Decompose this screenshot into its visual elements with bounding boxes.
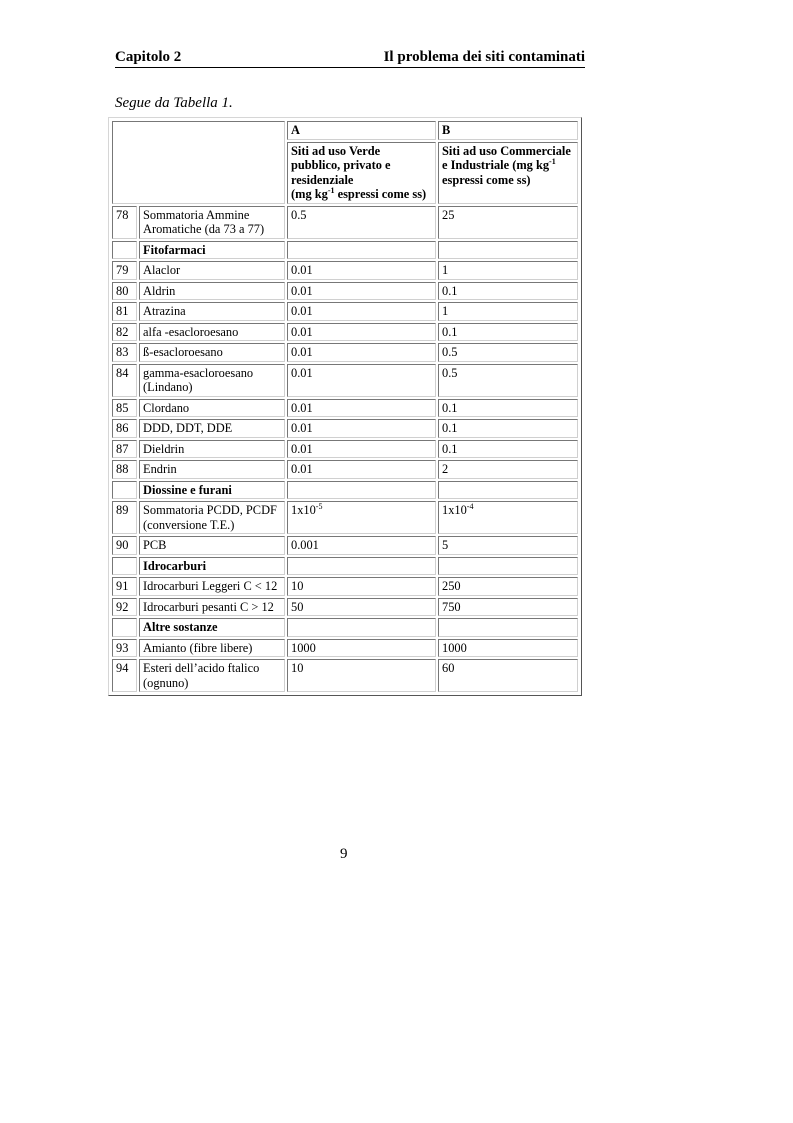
value-a: 0.01 bbox=[287, 302, 436, 321]
col-b-letter: B bbox=[438, 121, 578, 140]
substance-name: Idrocarburi Leggeri C < 12 bbox=[139, 577, 285, 596]
table-row bbox=[112, 440, 578, 459]
col-b-head-pre: Siti ad uso Commerciale e Industriale (mg kg bbox=[442, 143, 571, 172]
section-row-altre bbox=[112, 618, 578, 637]
row-number: 92 bbox=[112, 598, 137, 617]
value-a: 0.01 bbox=[287, 419, 436, 438]
row-number: 88 bbox=[112, 460, 137, 479]
row-number: 90 bbox=[112, 536, 137, 555]
value-b: 0.1 bbox=[438, 323, 578, 342]
table-row bbox=[112, 302, 578, 321]
row-number: 94 bbox=[112, 659, 137, 692]
value-a: 0.01 bbox=[287, 399, 436, 418]
value-b: 0.5 bbox=[438, 364, 578, 397]
table-row bbox=[112, 659, 578, 692]
substance-name: Sommatoria Ammine Aromatiche (da 73 a 77) bbox=[139, 206, 285, 239]
table-header-letters bbox=[112, 121, 578, 140]
value-b: 1000 bbox=[438, 639, 578, 658]
value-a: 0.5 bbox=[287, 206, 436, 239]
substance-name: Sommatoria PCDD, PCDF (conversione T.E.) bbox=[139, 501, 285, 534]
value-b: 0.5 bbox=[438, 343, 578, 362]
col-a-header bbox=[287, 142, 436, 204]
row-number: 79 bbox=[112, 261, 137, 280]
substance-name: ß-esacloroesano bbox=[139, 343, 285, 362]
value-a: 10 bbox=[287, 659, 436, 692]
value-a: 0.01 bbox=[287, 323, 436, 342]
table-row bbox=[112, 501, 578, 534]
col-a-head-text: Siti ad uso Verde pubblico, privato e residenziale bbox=[291, 143, 391, 187]
row-number: 82 bbox=[112, 323, 137, 342]
section-row-idrocarburi bbox=[112, 557, 578, 576]
row-number: 80 bbox=[112, 282, 137, 301]
section-title: Idrocarburi bbox=[139, 557, 285, 576]
value-a: 0.001 bbox=[287, 536, 436, 555]
value-b: 750 bbox=[438, 598, 578, 617]
section-row-fitofarmaci bbox=[112, 241, 578, 260]
value-a: 50 bbox=[287, 598, 436, 617]
substance-name: Amianto (fibre libere) bbox=[139, 639, 285, 658]
table-row bbox=[112, 639, 578, 658]
row-number: 81 bbox=[112, 302, 137, 321]
value-a: 0.01 bbox=[287, 460, 436, 479]
section-title: Altre sostanze bbox=[139, 618, 285, 637]
col-b-head-sup: -1 bbox=[549, 157, 556, 166]
value-a: 0.01 bbox=[287, 261, 436, 280]
row-number: 86 bbox=[112, 419, 137, 438]
page-number: 9 bbox=[340, 846, 348, 862]
limits-table bbox=[110, 119, 580, 694]
value-b: 2 bbox=[438, 460, 578, 479]
table-row bbox=[112, 343, 578, 362]
row-number: 84 bbox=[112, 364, 137, 397]
row-number: 85 bbox=[112, 399, 137, 418]
substance-name: DDD, DDT, DDE bbox=[139, 419, 285, 438]
page-header bbox=[115, 49, 585, 68]
substance-name: Idrocarburi pesanti C > 12 bbox=[139, 598, 285, 617]
table-row bbox=[112, 364, 578, 397]
value-a-exp: -5 bbox=[315, 502, 323, 511]
substance-name: Clordano bbox=[139, 399, 285, 418]
substance-name: Endrin bbox=[139, 460, 285, 479]
substance-name: gamma-esacloroesano (Lindano) bbox=[139, 364, 285, 397]
row-number: 87 bbox=[112, 440, 137, 459]
table-row bbox=[112, 598, 578, 617]
value-b: 0.1 bbox=[438, 399, 578, 418]
value-a: 10 bbox=[287, 577, 436, 596]
col-a-unit-pre: (mg kg bbox=[291, 187, 328, 201]
value-a-base: 1x10 bbox=[291, 503, 316, 517]
substance-name: Alaclor bbox=[139, 261, 285, 280]
value-a: 1000 bbox=[287, 639, 436, 658]
section-row-diossine bbox=[112, 481, 578, 500]
row-number: 93 bbox=[112, 639, 137, 658]
value-b: 1 bbox=[438, 261, 578, 280]
row-number: 83 bbox=[112, 343, 137, 362]
limits-table-frame bbox=[108, 117, 582, 696]
value-b: 250 bbox=[438, 577, 578, 596]
col-a-letter: A bbox=[287, 121, 436, 140]
substance-name: Aldrin bbox=[139, 282, 285, 301]
section-title: Fitofarmaci bbox=[139, 241, 285, 260]
value-b: 60 bbox=[438, 659, 578, 692]
table-row bbox=[112, 323, 578, 342]
value-a bbox=[287, 501, 436, 534]
table-row bbox=[112, 206, 578, 239]
value-b bbox=[438, 501, 578, 534]
substance-name: Esteri dell’acido ftalico (ognuno) bbox=[139, 659, 285, 692]
value-b: 0.1 bbox=[438, 419, 578, 438]
col-a-unit-sup: -1 bbox=[327, 186, 335, 195]
section-title: Diossine e furani bbox=[139, 481, 285, 500]
value-b-exp: -4 bbox=[466, 502, 474, 511]
value-b: 1 bbox=[438, 302, 578, 321]
row-number: 91 bbox=[112, 577, 137, 596]
value-b: 25 bbox=[438, 206, 578, 239]
row-number: 89 bbox=[112, 501, 137, 534]
chapter-label: Capitolo 2 bbox=[115, 49, 182, 65]
value-b: 0.1 bbox=[438, 282, 578, 301]
substance-name: PCB bbox=[139, 536, 285, 555]
table-row bbox=[112, 282, 578, 301]
table-row bbox=[112, 261, 578, 280]
table-row bbox=[112, 460, 578, 479]
substance-name: alfa -esacloroesano bbox=[139, 323, 285, 342]
table-row bbox=[112, 399, 578, 418]
value-b: 5 bbox=[438, 536, 578, 555]
header-empty-cell bbox=[112, 121, 285, 204]
col-a-unit-post: espressi come ss) bbox=[334, 187, 427, 201]
col-b-head-post: espressi come ss) bbox=[442, 172, 531, 187]
value-a: 0.01 bbox=[287, 282, 436, 301]
substance-name: Dieldrin bbox=[139, 440, 285, 459]
chapter-title: Il problema dei siti contaminati bbox=[383, 49, 585, 65]
value-b-base: 1x10 bbox=[442, 503, 467, 517]
col-b-header bbox=[438, 142, 578, 204]
value-a: 0.01 bbox=[287, 364, 436, 397]
table-caption: Segue da Tabella 1. bbox=[115, 95, 233, 111]
value-a: 0.01 bbox=[287, 343, 436, 362]
value-b: 0.1 bbox=[438, 440, 578, 459]
row-number: 78 bbox=[112, 206, 137, 239]
substance-name: Atrazina bbox=[139, 302, 285, 321]
table-row bbox=[112, 536, 578, 555]
value-a: 0.01 bbox=[287, 440, 436, 459]
table-row bbox=[112, 577, 578, 596]
table-row bbox=[112, 419, 578, 438]
